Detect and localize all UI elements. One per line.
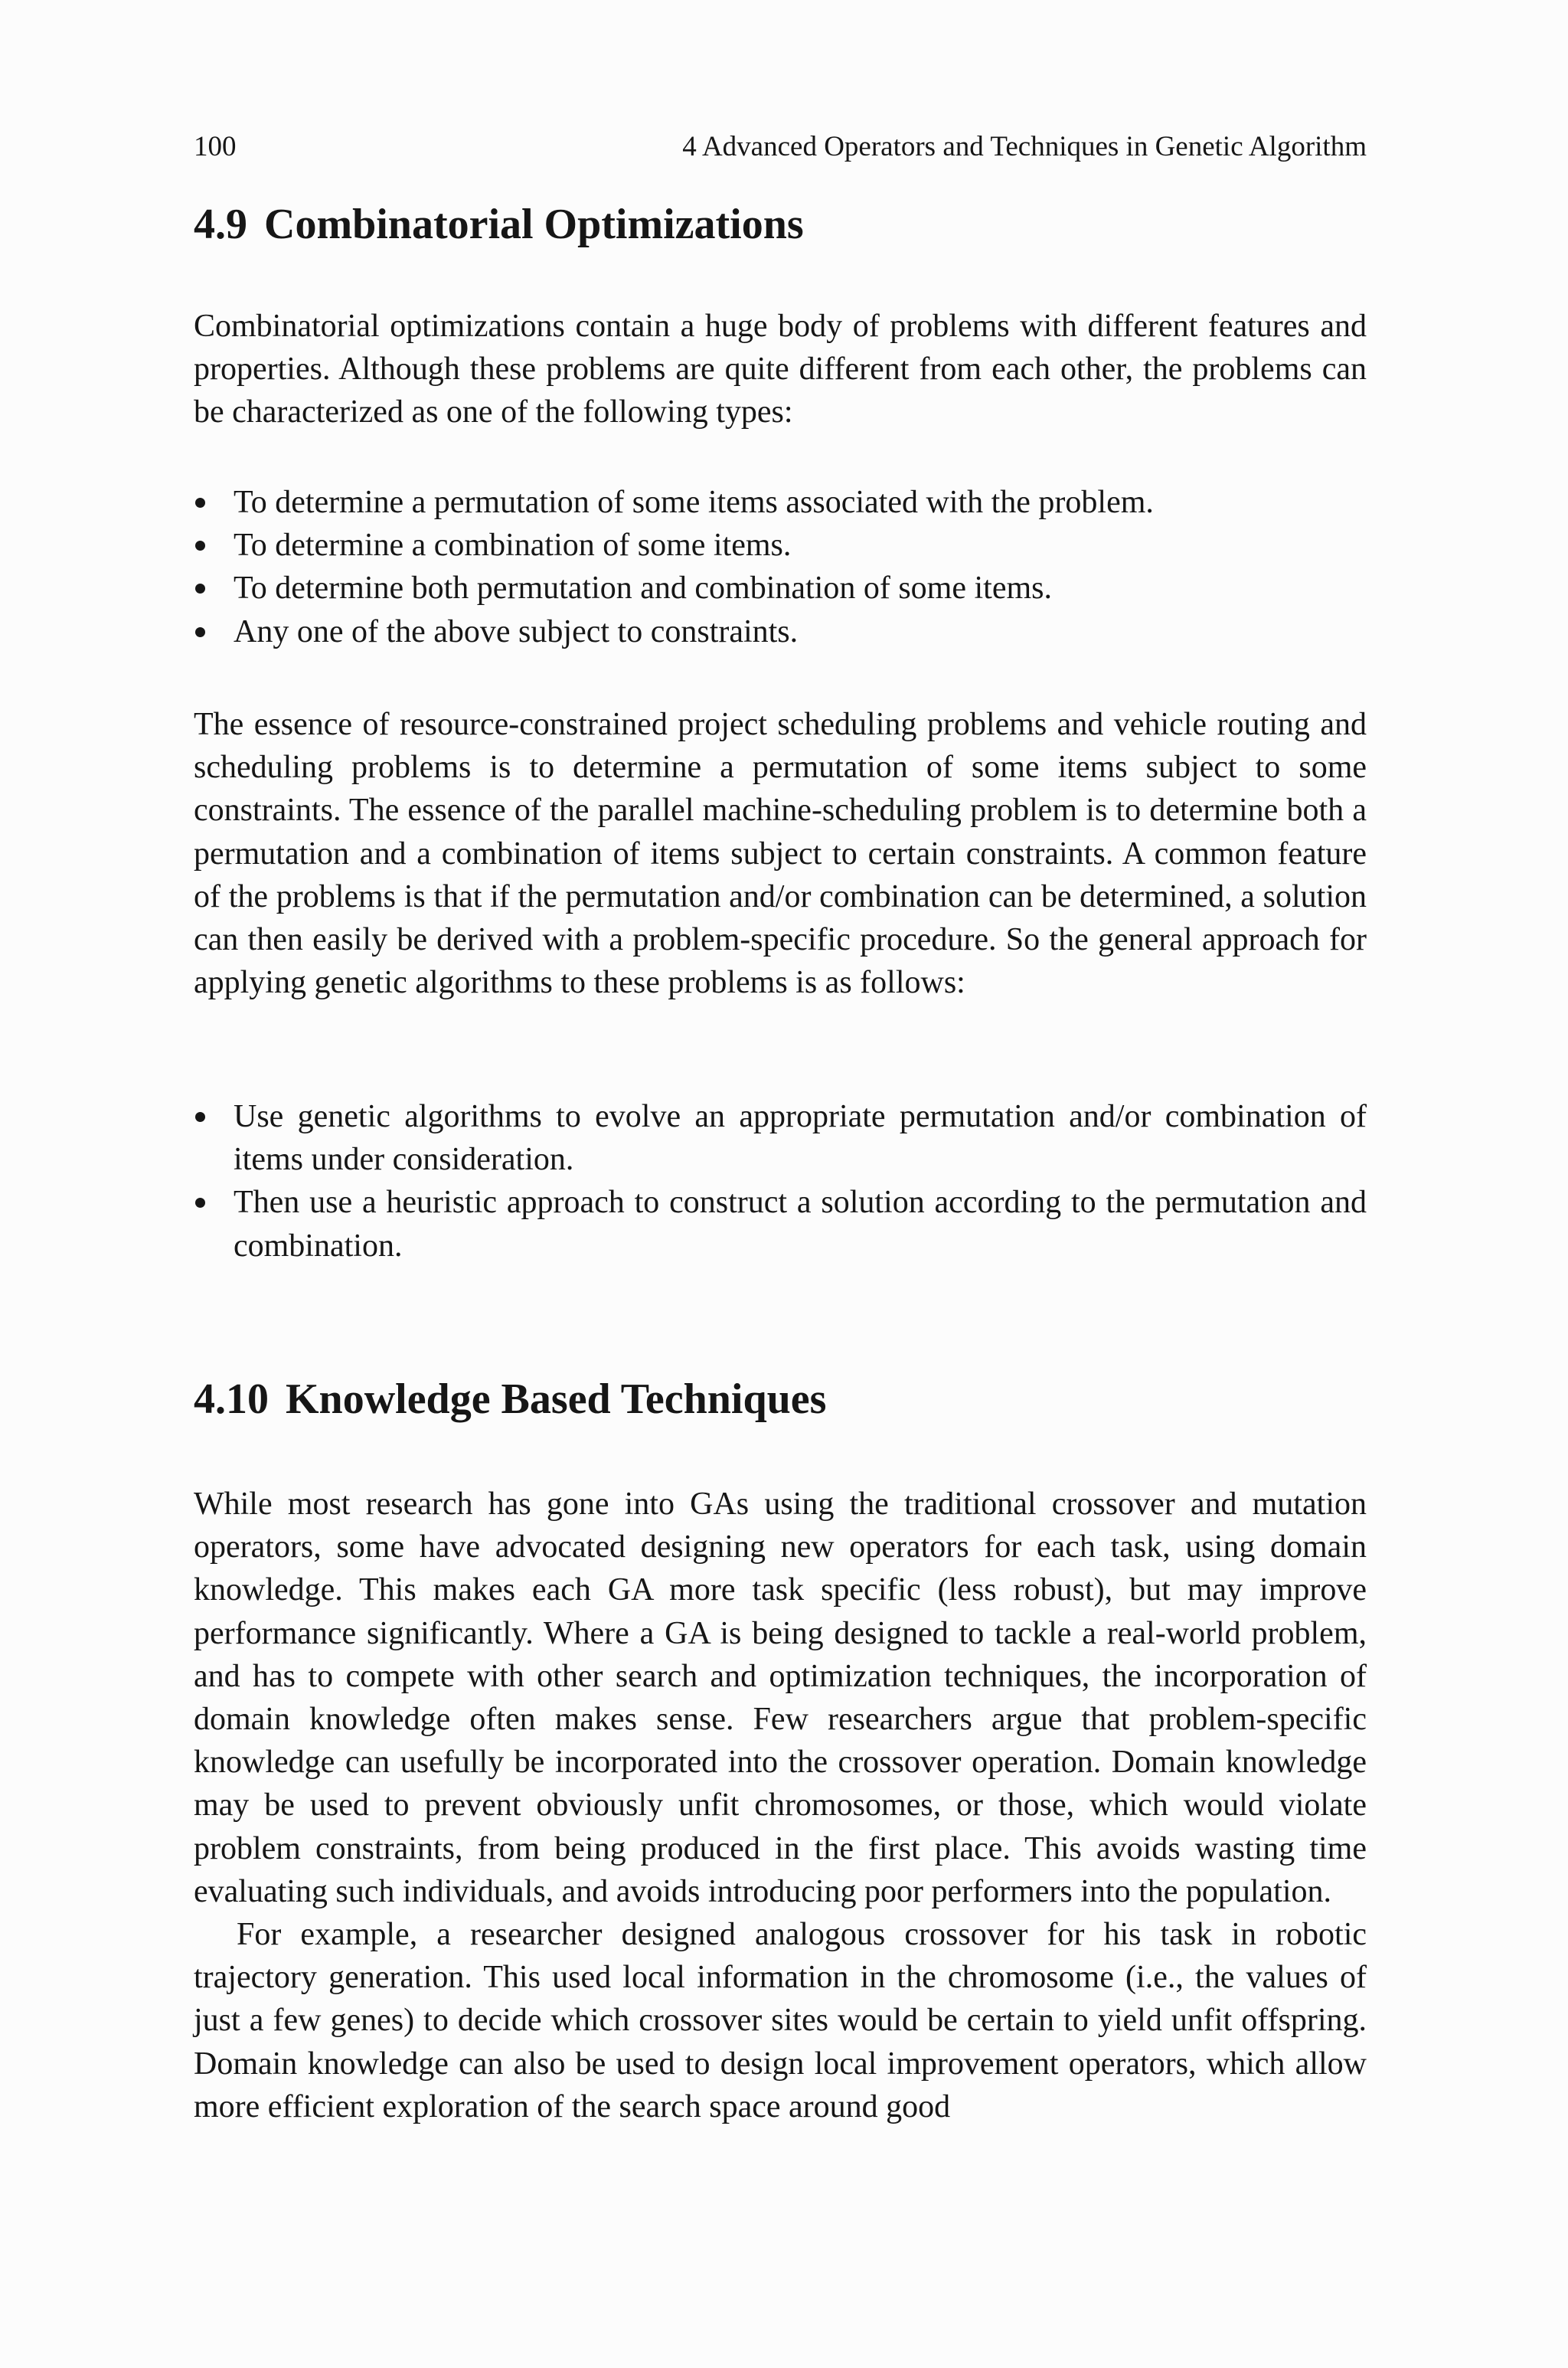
list-item <box>194 524 1367 567</box>
list-item <box>194 481 1367 524</box>
problem-types-list <box>194 481 1367 653</box>
section-4-9-body <box>194 703 1367 1004</box>
chapter-title: 4 Advanced Operators and Techniques in Genetic Algorithm <box>682 131 1367 162</box>
section-4-10-number: 4.10 <box>194 1375 269 1423</box>
knowledge-paragraph-1: While most research has gone into GAs using the traditional crossover and mutation operators, some have advocated designing new operators for each task, using domain knowledge. This makes each GA more task specific (less robust), but may improve performance significantly. Where a GA is being designed to tackle a real-world problem, and has to compete with other search and optimization techniques, the incorporation of domain knowledge often makes sense. Few researchers argue that problem-specific knowledge can usefully be incorporated into the crossover operation. Domain knowledge may be used to prevent obviously unfit chromosomes, or those, which would violate problem constraints, from being produced in the first place. This avoids wasting time evaluating such individuals, and avoids introducing poor performers into the population. <box>194 1487 1367 1909</box>
bullet-icon <box>195 541 205 551</box>
list-item-text: To determine a permutation of some items associated with the problem. <box>234 485 1154 520</box>
running-head <box>194 127 1367 167</box>
list-item <box>194 1095 1367 1181</box>
list-item <box>194 610 1367 653</box>
list-item-text: Then use a heuristic approach to construct a solution according to the permutation and combination. <box>234 1185 1367 1264</box>
list-item <box>194 567 1367 610</box>
section-4-9-number: 4.9 <box>194 201 247 248</box>
approach-list <box>194 1095 1367 1267</box>
section-4-10-body <box>194 1483 1367 2128</box>
bullet-icon <box>195 498 205 508</box>
list-item-text: Any one of the above subject to constraints. <box>234 613 799 649</box>
knowledge-paragraph-2: For example, a researcher designed analogous crossover for his task in robotic trajectory generation. This used local information in the chromosome (i.e., the values of just a few genes) to decide which crossover sites would be certain to yield unfit offspring. Domain knowledge can also be used to design local improvement operators, which allow more efficient exploration of the search space around good <box>194 1917 1367 2124</box>
bullet-icon <box>195 1112 205 1122</box>
list-item-text: To determine a combination of some items. <box>234 528 792 564</box>
body-paragraph: The essence of resource-constrained project scheduling problems and vehicle routing and scheduling problems is to determine a permutation of some items subject to some constraints. The essence of the parallel machine-scheduling problem is to determine both a permutation and a combination of items subject to certain constraints. A common feature of the problems is that if the permutation and/or combination can be determined, a solution can then easily be derived with a problem-specific procedure. So the general approach for applying genetic algorithms to these problems is as follows: <box>194 707 1367 1001</box>
section-4-9-intro <box>194 305 1367 434</box>
intro-paragraph: Combinatorial optimizations contain a huge body of problems with different features and properties. Although these problems are quite different from each other, the problems can be characterized as one of the following types: <box>194 309 1367 430</box>
list-item-text: Use genetic algorithms to evolve an appropriate permutation and/or combination of items under consideration. <box>234 1099 1367 1178</box>
section-4-10-title: Knowledge Based Techniques <box>286 1375 827 1423</box>
section-4-9-title: Combinatorial Optimizations <box>264 201 804 248</box>
section-4-10-heading <box>194 1372 826 1426</box>
list-item-text: To determine both permutation and combination of some items. <box>234 571 1052 607</box>
bullet-icon <box>195 584 205 594</box>
bullet-icon <box>195 627 205 637</box>
page-number: 100 <box>194 131 237 162</box>
bullet-icon <box>195 1198 205 1208</box>
list-item <box>194 1181 1367 1267</box>
section-4-9-heading <box>194 198 804 251</box>
